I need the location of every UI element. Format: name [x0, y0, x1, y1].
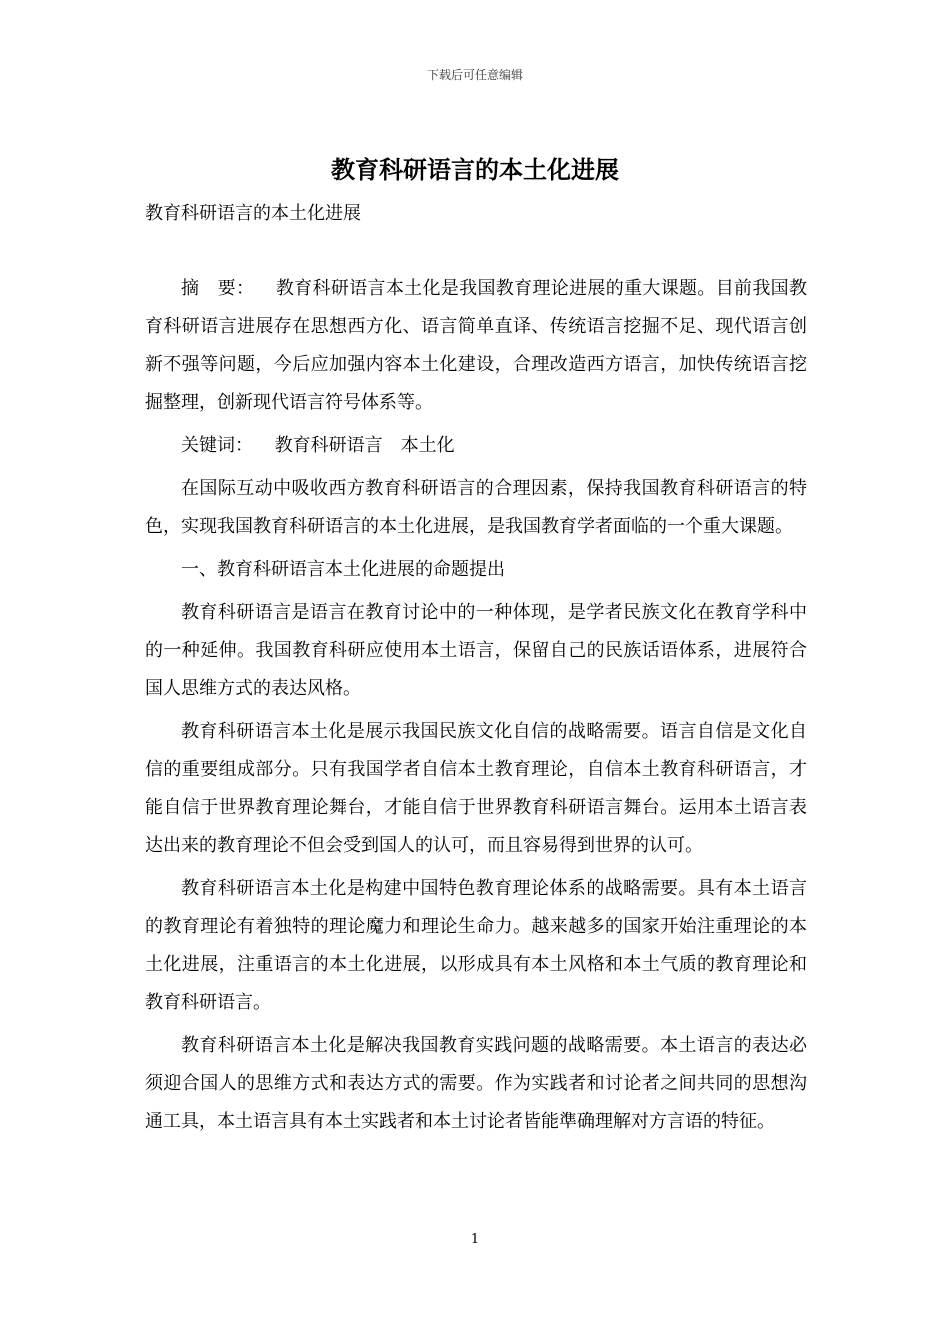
- body-paragraph: 教育科研语言本土化是展示我国民族文化自信的战略需要。语言自信是文化自信的重要组成部分。只有我国学者自信本土教育理论，自信本土教育科研语言，才能自信于世界教育理论舞台，才能自信于世界教育科研语言舞台。运用本土语言表达出来的教育理论不但会受到国人的认可，而且容易得到世界的认可。: [145, 721, 807, 856]
- abstract-paragraph: [145, 270, 807, 422]
- page-number: 1: [470, 1232, 480, 1247]
- header-note: 下载后可任意编辑: [426, 68, 523, 82]
- keyword-item: 本土化: [400, 435, 455, 456]
- keywords-paragraph: [145, 427, 807, 465]
- body-paragraph: 教育科研语言本土化是解决我国教育实践问题的战略需要。本土语言的表达必须迎合国人的思维方式和表达方式的需要。作为实践者和讨论者之间共同的思想沟通工具，本土语言具有本土实践者和本土讨论者皆能準确理解对方言语的特征。: [145, 1035, 807, 1132]
- document-subtitle: 教育科研语言的本土化进展: [145, 203, 361, 224]
- abstract-label: 摘 要：: [181, 278, 255, 299]
- body-paragraph: 教育科研语言是语言在教育讨论中的一种体现，是学者民族文化在教育学科中的一种延伸。我国教育科研应使用本土语言，保留自己的民族话语体系，进展符合国人思维方式的表达风格。: [145, 602, 807, 699]
- document-title: 教育科研语言的本土化进展: [331, 156, 619, 184]
- body-paragraph: 在国际互动中吸收西方教育科研语言的合理因素，保持我国教育科研语言的特色，实现我国教育科研语言的本土化进展，是我国教育学者面临的一个重大课题。: [145, 478, 807, 537]
- section-heading: 一、教育科研语言本土化进展的命题提出: [181, 559, 505, 580]
- body-paragraph: 教育科研语言本土化是构建中国特色教育理论体系的战略需要。具有本土语言的教育理论有着独特的理论魔力和理论生命力。越来越多的国家开始注重理论的本土化进展，注重语言的本土化进展，以形成具有本土风格和本土气质的教育理论和教育科研语言。: [145, 878, 807, 1013]
- document-body: [145, 270, 807, 1141]
- keyword-item: 教育科研语言: [274, 435, 383, 456]
- abstract-text: 教育科研语言本土化是我国教育理论进展的重大课题。目前我国教育科研语言进展存在思想西方化、语言简单直译、传统语言挖掘不足、现代语言创新不强等问题，今后应加强内容本土化建设，合理改造西方语言，加快传统语言挖掘整理，创新现代语言符号体系等。: [145, 278, 808, 413]
- keywords-label: 关键词：: [181, 435, 253, 456]
